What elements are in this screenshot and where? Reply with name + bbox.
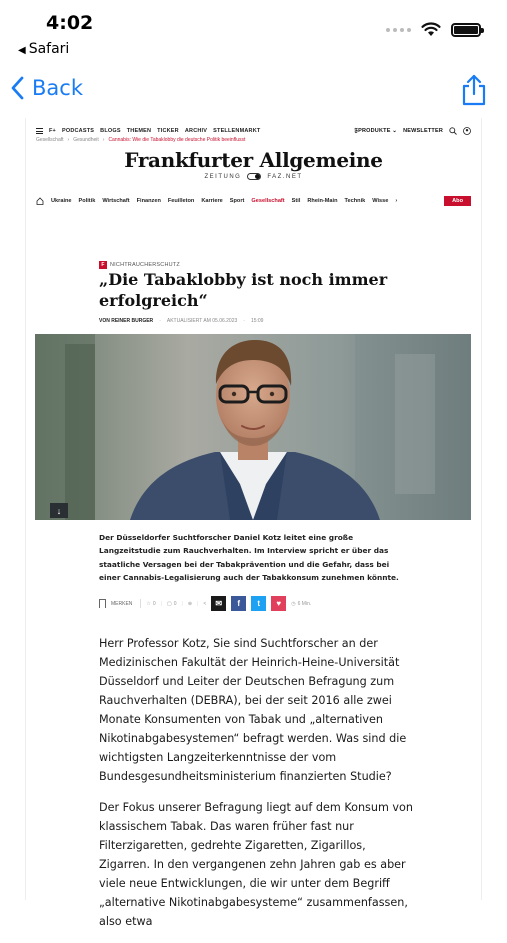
read-time bbox=[291, 601, 311, 607]
share-icon bbox=[461, 74, 487, 106]
edition-zeitung: ZEITUNG bbox=[204, 173, 242, 180]
read-time-label: 6 Min. bbox=[297, 600, 312, 607]
menu-icon[interactable] bbox=[36, 128, 43, 134]
back-label: Back bbox=[32, 76, 83, 100]
newsletter-link[interactable]: NEWSLETTER bbox=[403, 128, 443, 134]
status-icons bbox=[386, 22, 481, 37]
merken-button[interactable] bbox=[99, 599, 141, 608]
breadcrumb-item[interactable]: Gesundheit bbox=[73, 137, 99, 143]
section-nav bbox=[36, 194, 471, 208]
abo-button[interactable]: Abo bbox=[444, 196, 471, 206]
portrait-photo bbox=[35, 334, 471, 520]
updated-date: AKTUALISIERT AM 05.06.2023 bbox=[166, 318, 238, 324]
section-ukraine[interactable]: Ukraine bbox=[51, 198, 72, 204]
section-karriere[interactable]: Karriere bbox=[201, 198, 223, 204]
fplus-link[interactable]: F+ bbox=[49, 128, 56, 134]
section-politik[interactable]: Politik bbox=[78, 198, 96, 204]
rating-stat[interactable] bbox=[146, 601, 155, 607]
hero-image bbox=[35, 334, 471, 520]
top-nav-ticker[interactable]: TICKER bbox=[157, 128, 179, 134]
divider: | bbox=[181, 600, 183, 607]
masthead-edition-toggle[interactable] bbox=[26, 173, 481, 180]
breadcrumb-item[interactable]: Gesellschaft bbox=[36, 137, 64, 143]
chevron-right-icon[interactable]: › bbox=[395, 198, 398, 204]
download-image-button[interactable]: ↓ bbox=[50, 503, 68, 518]
webpage bbox=[25, 118, 482, 928]
article-paragraph: Der Fokus unserer Befragung liegt auf dem Konsum von klassischem Tabak. Das waren früher fast nur Filterzigaretten, gedrehte Zigaretten, Zigarillos, Zigarren. In den vergangenen zehn Jahren gab es aber viele neue Entwicklungen, die wir unter dem Begriff „alternative Nikotinabgabesysteme“ zusammenfassen, also etwa bbox=[99, 801, 413, 928]
updated-time: 15:09 bbox=[250, 318, 264, 324]
gift-icon: ⊕ bbox=[187, 600, 193, 607]
produkte-label: PRODUKTE bbox=[358, 127, 391, 134]
share-nodes-icon: < bbox=[203, 600, 207, 607]
divider: | bbox=[197, 600, 199, 607]
fplus-badge-icon: F bbox=[99, 261, 107, 269]
share-button[interactable] bbox=[461, 74, 487, 111]
email-share-button[interactable] bbox=[211, 596, 226, 611]
author[interactable]: VON REINER BURGER bbox=[99, 318, 154, 324]
article-body bbox=[99, 634, 417, 943]
masthead-logo[interactable]: Frankfurter Allgemeine bbox=[124, 148, 383, 172]
section-sport[interactable]: Sport bbox=[229, 198, 245, 204]
pocket-share-button[interactable] bbox=[271, 596, 286, 611]
back-app-label: Safari bbox=[28, 41, 70, 57]
twitter-icon: t bbox=[257, 599, 261, 608]
facebook-icon: f bbox=[237, 599, 241, 608]
edition-toggle-icon bbox=[247, 173, 261, 180]
back-button[interactable] bbox=[10, 76, 83, 100]
section-rhein-main[interactable]: Rhein-Main bbox=[307, 198, 338, 204]
wifi-icon bbox=[421, 22, 441, 37]
top-nav-themen[interactable]: THEMEN bbox=[126, 128, 152, 134]
section-technik[interactable]: Technik bbox=[344, 198, 366, 204]
signal-dots-icon bbox=[386, 28, 411, 32]
back-triangle-icon: ◀ bbox=[18, 45, 26, 56]
gift-stat[interactable] bbox=[188, 601, 192, 607]
site-top-nav bbox=[36, 126, 471, 136]
separator: · bbox=[159, 318, 161, 324]
section-wissen[interactable]: Wisse bbox=[372, 198, 389, 204]
breadcrumb-separator: › bbox=[102, 137, 105, 143]
bookmark-icon bbox=[99, 599, 106, 608]
star-icon: ☆ bbox=[146, 600, 151, 607]
clock-icon: ◷ bbox=[291, 600, 296, 607]
section-feuilleton[interactable]: Feuilleton bbox=[167, 198, 195, 204]
kicker-label: NICHTRAUCHERSCHUTZ bbox=[110, 262, 180, 268]
comments-stat[interactable] bbox=[167, 601, 177, 607]
article-kicker bbox=[99, 261, 180, 269]
top-nav-stellenmarkt[interactable]: STELLENMARKT bbox=[213, 128, 261, 134]
facebook-share-button[interactable] bbox=[231, 596, 246, 611]
article-headline: „Die Tabaklobby ist noch immer erfolgreich“ bbox=[99, 270, 388, 310]
twitter-share-button[interactable] bbox=[251, 596, 266, 611]
rating-count: 0 bbox=[152, 600, 156, 607]
top-nav-blogs[interactable]: BLOGS bbox=[100, 128, 121, 134]
top-nav-podcasts[interactable]: PODCASTS bbox=[61, 128, 95, 134]
back-to-app[interactable] bbox=[18, 41, 69, 57]
breadcrumb-item[interactable]: Cannabis: Wie die Tabaklobby die deutsche Politik beeinflusst bbox=[108, 137, 246, 143]
share-bar bbox=[99, 596, 311, 611]
status-time: 4:02 bbox=[46, 12, 94, 34]
breadcrumb bbox=[36, 137, 245, 143]
mail-icon: ✉ bbox=[215, 599, 223, 608]
pocket-icon: ♥ bbox=[276, 599, 282, 608]
produkte-link[interactable]: 𝔉PRODUKTE ⌄ bbox=[354, 127, 398, 134]
chevron-left-icon bbox=[10, 76, 24, 100]
section-finanzen[interactable]: Finanzen bbox=[136, 198, 161, 204]
home-icon[interactable] bbox=[36, 197, 44, 205]
divider: | bbox=[160, 600, 162, 607]
section-gesellschaft[interactable]: Gesellschaft bbox=[251, 198, 285, 204]
separator: · bbox=[243, 318, 245, 324]
edition-faznet: FAZ.NET bbox=[267, 173, 303, 180]
top-nav-archiv[interactable]: ARCHIV bbox=[184, 128, 208, 134]
search-icon[interactable] bbox=[449, 127, 457, 135]
comment-icon: ▢ bbox=[166, 600, 172, 607]
merken-label: MERKEN bbox=[111, 600, 133, 607]
share-link[interactable] bbox=[203, 601, 206, 607]
comment-count: 0 bbox=[173, 600, 177, 607]
breadcrumb-separator: › bbox=[67, 137, 70, 143]
section-wirtschaft[interactable]: Wirtschaft bbox=[102, 198, 130, 204]
article-paragraph: Herr Professor Kotz, Sie sind Suchtforscher an der Medizinischen Fakultät der Heinrich-Heine-Universität Düsseldorf und Leiter der Deutschen Befragung zum Rauchverhalten (DEBRA), bei der seit 2016 alle zwei Monate Konsumenten von Tabak und „alternativen Nikotinabgabesystemen“ befragt werden. Was sind die wichtigsten Langzeiterkenntnisse der vom Bundesgesundheitsministerium finanzierten Studie? bbox=[99, 637, 407, 783]
article-teaser: Der Düsseldorfer Suchtforscher Daniel Kotz leitet eine große Langzeitstudie zum Rauchverhalten. Im Interview spricht er über das staatliche Versagen bei der Tabakprävention und die Gefahr, dass bei einer Cannabis-Legalisierung auch der Tabakkonsum zunehmen könnte. bbox=[99, 533, 399, 583]
byline bbox=[99, 318, 263, 324]
section-stil[interactable]: Stil bbox=[291, 198, 301, 204]
battery-icon bbox=[451, 23, 481, 37]
account-icon[interactable] bbox=[463, 127, 471, 135]
